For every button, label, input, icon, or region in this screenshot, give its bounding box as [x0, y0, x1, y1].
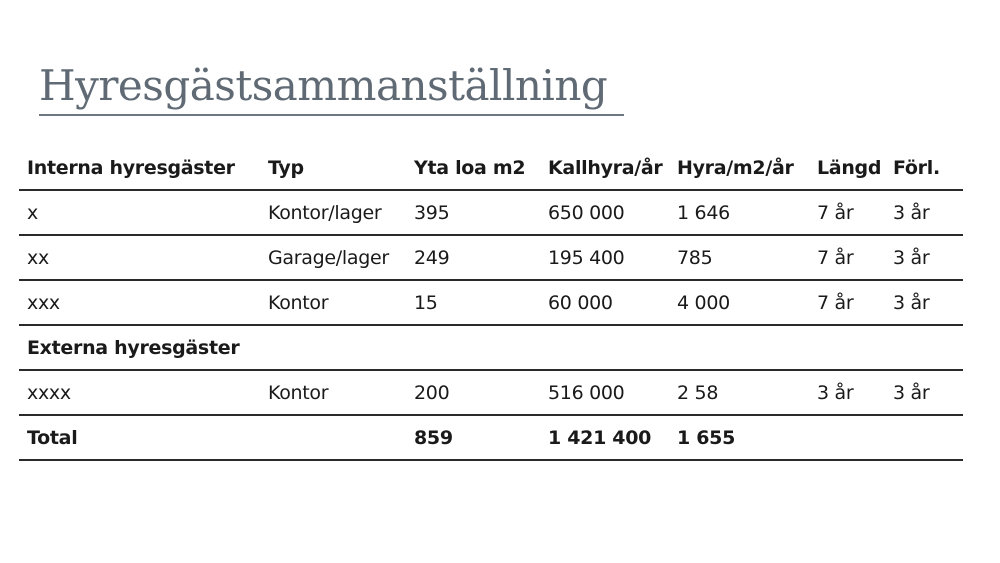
- total-label: Total: [19, 415, 260, 460]
- cell-tenant: xxxx: [19, 370, 260, 415]
- total-row: [19, 415, 963, 460]
- total-hyra-m2: 1 655: [669, 415, 809, 460]
- cell-tenant: x: [19, 190, 260, 235]
- cell-hyra-m2: 1 646: [669, 190, 809, 235]
- header-typ: Typ: [260, 147, 406, 190]
- header-hyra-m2: Hyra/m2/år: [669, 147, 809, 190]
- header-yta: Yta loa m2: [406, 147, 540, 190]
- cell-langd: 7 år: [809, 235, 885, 280]
- cell-kallhyra: 195 400: [540, 235, 669, 280]
- header-forl: Förl.: [885, 147, 963, 190]
- header-interna-hyresgaster: Interna hyresgäster: [19, 147, 260, 190]
- cell-forl: 3 år: [885, 370, 963, 415]
- cell-yta: 200: [406, 370, 540, 415]
- cell-langd: 7 år: [809, 190, 885, 235]
- cell-tenant: xxx: [19, 280, 260, 325]
- tenant-summary-table: [19, 147, 963, 461]
- cell-tenant: xx: [19, 235, 260, 280]
- title-block: [39, 58, 624, 116]
- cell-forl: 3 år: [885, 190, 963, 235]
- cell-typ: Garage/lager: [260, 235, 406, 280]
- cell-kallhyra: 650 000: [540, 190, 669, 235]
- table-row: [19, 370, 963, 415]
- group-label-externa: Externa hyresgäster: [19, 325, 260, 370]
- cell-langd: 7 år: [809, 280, 885, 325]
- page-title: Hyresgästsammanställning: [39, 61, 608, 110]
- cell-hyra-m2: 785: [669, 235, 809, 280]
- table-row: [19, 190, 963, 235]
- cell-yta: 249: [406, 235, 540, 280]
- total-yta: 859: [406, 415, 540, 460]
- cell-forl: 3 år: [885, 280, 963, 325]
- cell-kallhyra: 516 000: [540, 370, 669, 415]
- table-row: [19, 280, 963, 325]
- cell-kallhyra: 60 000: [540, 280, 669, 325]
- cell-typ: Kontor: [260, 370, 406, 415]
- cell-langd: 3 år: [809, 370, 885, 415]
- table-header-row: [19, 147, 963, 190]
- cell-hyra-m2: 4 000: [669, 280, 809, 325]
- header-langd: Längd: [809, 147, 885, 190]
- cell-forl: 3 år: [885, 235, 963, 280]
- total-kallhyra: 1 421 400: [540, 415, 669, 460]
- group-row-externa: [19, 325, 963, 370]
- cell-hyra-m2: 2 58: [669, 370, 809, 415]
- cell-typ: Kontor/lager: [260, 190, 406, 235]
- table-row: [19, 235, 963, 280]
- cell-typ: Kontor: [260, 280, 406, 325]
- title-underline: [39, 114, 624, 116]
- header-kallhyra: Kallhyra/år: [540, 147, 669, 190]
- cell-yta: 395: [406, 190, 540, 235]
- cell-yta: 15: [406, 280, 540, 325]
